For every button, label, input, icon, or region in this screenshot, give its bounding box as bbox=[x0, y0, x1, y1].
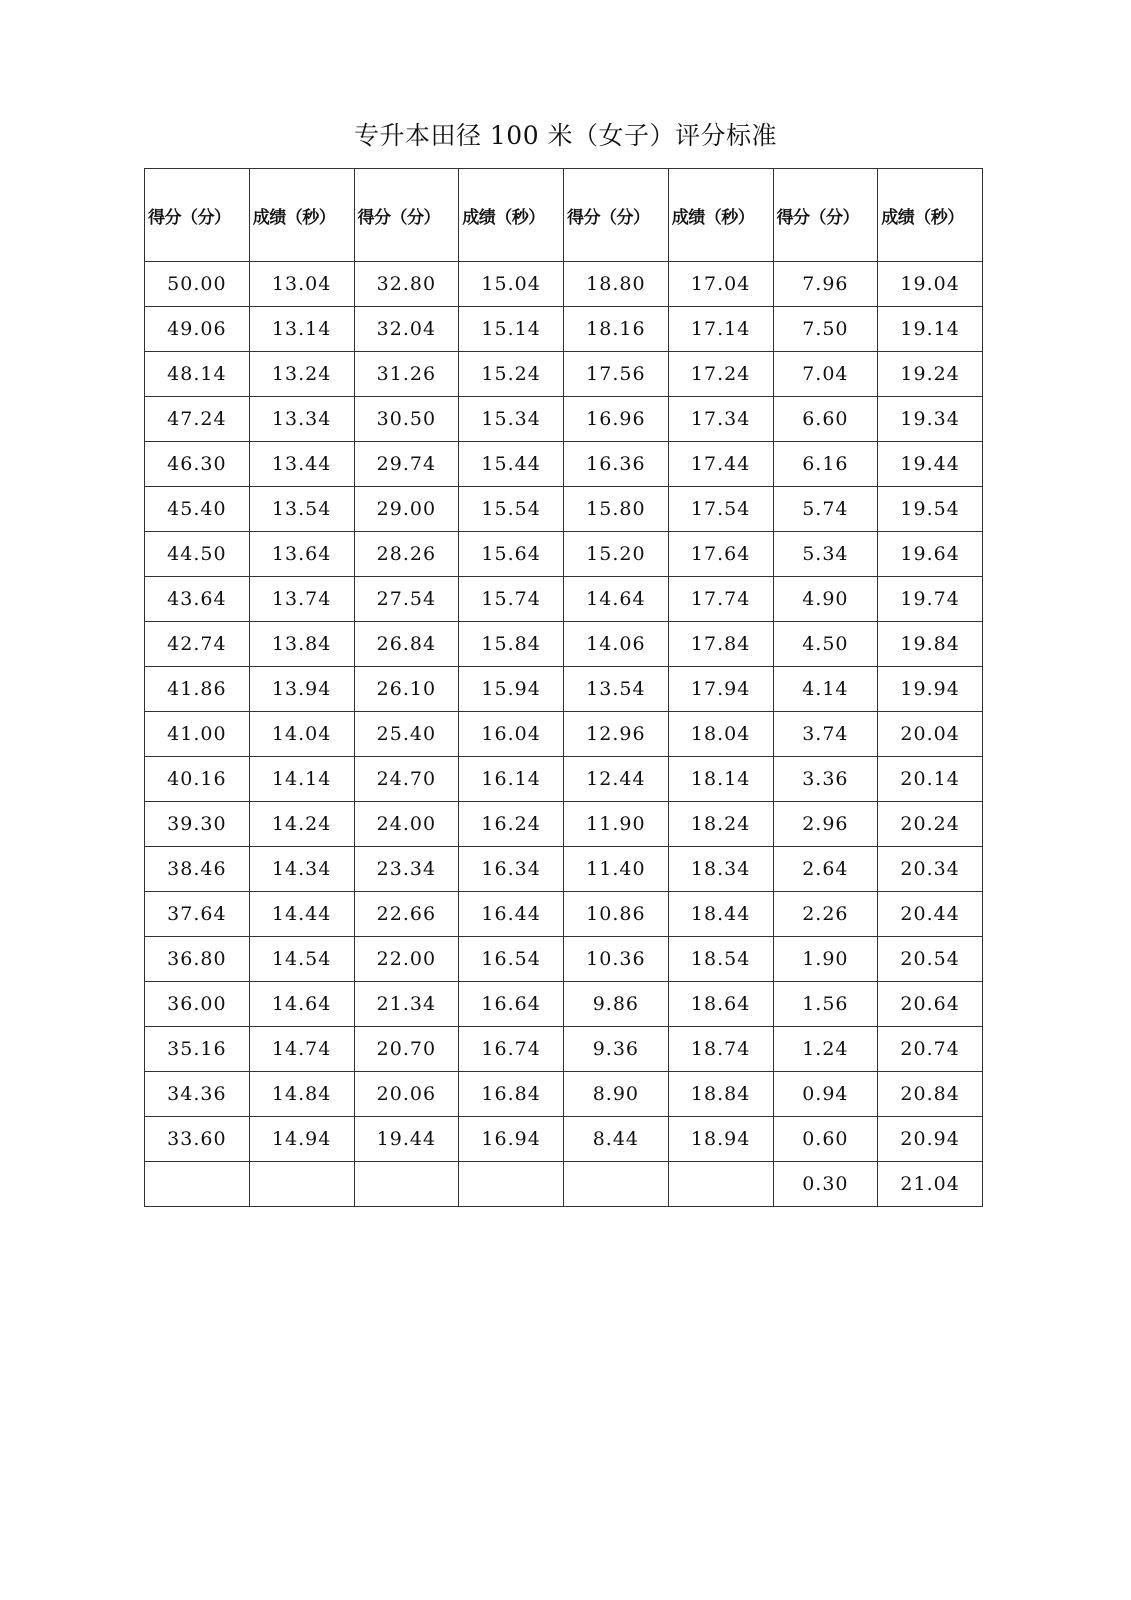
score-cell bbox=[354, 1162, 459, 1207]
score-cell: 22.00 bbox=[354, 937, 459, 982]
score-cell: 1.56 bbox=[773, 982, 878, 1027]
table-row bbox=[145, 802, 983, 847]
time-cell: 13.94 bbox=[249, 667, 354, 712]
score-cell: 41.86 bbox=[145, 667, 250, 712]
score-cell: 24.70 bbox=[354, 757, 459, 802]
score-cell: 36.80 bbox=[145, 937, 250, 982]
time-cell: 13.54 bbox=[249, 487, 354, 532]
score-cell: 22.66 bbox=[354, 892, 459, 937]
score-cell: 6.60 bbox=[773, 397, 878, 442]
score-cell: 5.34 bbox=[773, 532, 878, 577]
score-cell: 20.06 bbox=[354, 1072, 459, 1117]
table-row bbox=[145, 937, 983, 982]
score-column-header: 得分（分） bbox=[354, 169, 459, 262]
score-cell: 32.04 bbox=[354, 307, 459, 352]
time-cell: 17.74 bbox=[668, 577, 773, 622]
score-cell: 17.56 bbox=[564, 352, 669, 397]
time-cell: 20.14 bbox=[878, 757, 983, 802]
time-column-header: 成绩（秒） bbox=[249, 169, 354, 262]
time-cell: 15.64 bbox=[459, 532, 564, 577]
time-cell: 20.74 bbox=[878, 1027, 983, 1072]
time-cell: 20.94 bbox=[878, 1117, 983, 1162]
time-cell: 15.94 bbox=[459, 667, 564, 712]
time-cell: 13.14 bbox=[249, 307, 354, 352]
time-cell: 18.84 bbox=[668, 1072, 773, 1117]
time-cell: 19.34 bbox=[878, 397, 983, 442]
page-title: 专升本田径 100 米（女子）评分标准 bbox=[353, 121, 778, 150]
score-cell: 26.84 bbox=[354, 622, 459, 667]
score-cell: 5.74 bbox=[773, 487, 878, 532]
time-cell: 16.44 bbox=[459, 892, 564, 937]
score-cell: 3.36 bbox=[773, 757, 878, 802]
time-cell: 21.04 bbox=[878, 1162, 983, 1207]
time-cell: 18.54 bbox=[668, 937, 773, 982]
table-row bbox=[145, 847, 983, 892]
time-cell: 20.44 bbox=[878, 892, 983, 937]
score-cell: 20.70 bbox=[354, 1027, 459, 1072]
score-cell: 4.14 bbox=[773, 667, 878, 712]
score-column-header: 得分（分） bbox=[564, 169, 669, 262]
time-cell: 18.74 bbox=[668, 1027, 773, 1072]
score-cell: 7.50 bbox=[773, 307, 878, 352]
time-cell: 14.04 bbox=[249, 712, 354, 757]
score-cell: 49.06 bbox=[145, 307, 250, 352]
score-cell: 12.96 bbox=[564, 712, 669, 757]
time-cell: 13.74 bbox=[249, 577, 354, 622]
table-row bbox=[145, 442, 983, 487]
score-cell: 25.40 bbox=[354, 712, 459, 757]
time-cell: 14.44 bbox=[249, 892, 354, 937]
score-cell: 14.64 bbox=[564, 577, 669, 622]
score-cell: 13.54 bbox=[564, 667, 669, 712]
time-cell: 19.64 bbox=[878, 532, 983, 577]
score-cell: 32.80 bbox=[354, 262, 459, 307]
scoring-table bbox=[144, 168, 983, 1207]
time-cell: 13.44 bbox=[249, 442, 354, 487]
score-cell: 37.64 bbox=[145, 892, 250, 937]
table-row bbox=[145, 757, 983, 802]
time-cell: 20.84 bbox=[878, 1072, 983, 1117]
score-cell: 23.34 bbox=[354, 847, 459, 892]
header-row bbox=[145, 169, 983, 262]
time-cell: 20.34 bbox=[878, 847, 983, 892]
time-cell bbox=[249, 1162, 354, 1207]
time-cell: 17.84 bbox=[668, 622, 773, 667]
time-cell: 13.04 bbox=[249, 262, 354, 307]
score-cell: 29.74 bbox=[354, 442, 459, 487]
time-cell: 14.54 bbox=[249, 937, 354, 982]
table-row bbox=[145, 577, 983, 622]
time-cell: 18.24 bbox=[668, 802, 773, 847]
score-cell: 4.90 bbox=[773, 577, 878, 622]
score-cell: 48.14 bbox=[145, 352, 250, 397]
score-cell: 40.16 bbox=[145, 757, 250, 802]
table-row bbox=[145, 352, 983, 397]
time-cell: 13.34 bbox=[249, 397, 354, 442]
score-cell: 34.36 bbox=[145, 1072, 250, 1117]
time-cell: 13.24 bbox=[249, 352, 354, 397]
time-cell bbox=[668, 1162, 773, 1207]
time-cell: 19.94 bbox=[878, 667, 983, 712]
table-row bbox=[145, 487, 983, 532]
score-cell: 7.96 bbox=[773, 262, 878, 307]
time-column-header: 成绩（秒） bbox=[668, 169, 773, 262]
score-cell: 18.80 bbox=[564, 262, 669, 307]
table-row bbox=[145, 262, 983, 307]
score-cell: 35.16 bbox=[145, 1027, 250, 1072]
score-cell: 0.94 bbox=[773, 1072, 878, 1117]
time-cell: 18.44 bbox=[668, 892, 773, 937]
time-cell: 16.64 bbox=[459, 982, 564, 1027]
table-row bbox=[145, 982, 983, 1027]
time-cell: 15.84 bbox=[459, 622, 564, 667]
time-cell: 13.64 bbox=[249, 532, 354, 577]
score-cell: 11.90 bbox=[564, 802, 669, 847]
table-row bbox=[145, 622, 983, 667]
score-cell: 21.34 bbox=[354, 982, 459, 1027]
time-cell: 16.34 bbox=[459, 847, 564, 892]
score-cell: 15.20 bbox=[564, 532, 669, 577]
score-cell: 50.00 bbox=[145, 262, 250, 307]
score-cell bbox=[145, 1162, 250, 1207]
score-cell: 27.54 bbox=[354, 577, 459, 622]
time-cell: 16.04 bbox=[459, 712, 564, 757]
time-cell: 19.24 bbox=[878, 352, 983, 397]
time-cell: 16.24 bbox=[459, 802, 564, 847]
time-column-header: 成绩（秒） bbox=[878, 169, 983, 262]
score-cell: 7.04 bbox=[773, 352, 878, 397]
time-cell: 15.24 bbox=[459, 352, 564, 397]
time-cell: 18.64 bbox=[668, 982, 773, 1027]
score-cell: 26.10 bbox=[354, 667, 459, 712]
time-cell: 16.84 bbox=[459, 1072, 564, 1117]
table-row bbox=[145, 397, 983, 442]
table-body bbox=[145, 262, 983, 1207]
time-cell bbox=[459, 1162, 564, 1207]
score-column-header: 得分（分） bbox=[773, 169, 878, 262]
time-cell: 17.24 bbox=[668, 352, 773, 397]
score-cell: 31.26 bbox=[354, 352, 459, 397]
time-cell: 17.94 bbox=[668, 667, 773, 712]
score-cell: 10.86 bbox=[564, 892, 669, 937]
time-cell: 19.04 bbox=[878, 262, 983, 307]
table-row bbox=[145, 1072, 983, 1117]
table-row bbox=[145, 1162, 983, 1207]
score-cell: 6.16 bbox=[773, 442, 878, 487]
score-cell: 12.44 bbox=[564, 757, 669, 802]
score-cell: 9.36 bbox=[564, 1027, 669, 1072]
time-cell: 14.14 bbox=[249, 757, 354, 802]
time-cell: 18.34 bbox=[668, 847, 773, 892]
score-cell: 44.50 bbox=[145, 532, 250, 577]
score-cell: 19.44 bbox=[354, 1117, 459, 1162]
score-cell: 33.60 bbox=[145, 1117, 250, 1162]
time-cell: 18.14 bbox=[668, 757, 773, 802]
time-cell: 19.74 bbox=[878, 577, 983, 622]
score-cell: 1.24 bbox=[773, 1027, 878, 1072]
score-cell: 38.46 bbox=[145, 847, 250, 892]
time-cell: 19.54 bbox=[878, 487, 983, 532]
time-cell: 20.64 bbox=[878, 982, 983, 1027]
score-cell: 42.74 bbox=[145, 622, 250, 667]
time-cell: 15.44 bbox=[459, 442, 564, 487]
time-cell: 18.94 bbox=[668, 1117, 773, 1162]
time-cell: 16.74 bbox=[459, 1027, 564, 1072]
score-cell: 2.64 bbox=[773, 847, 878, 892]
table-row bbox=[145, 892, 983, 937]
score-cell: 4.50 bbox=[773, 622, 878, 667]
score-cell: 10.36 bbox=[564, 937, 669, 982]
score-cell: 3.74 bbox=[773, 712, 878, 757]
time-cell: 20.24 bbox=[878, 802, 983, 847]
time-cell: 20.54 bbox=[878, 937, 983, 982]
score-cell: 16.36 bbox=[564, 442, 669, 487]
time-cell: 17.54 bbox=[668, 487, 773, 532]
time-cell: 14.84 bbox=[249, 1072, 354, 1117]
score-cell: 15.80 bbox=[564, 487, 669, 532]
time-cell: 15.34 bbox=[459, 397, 564, 442]
score-cell: 18.16 bbox=[564, 307, 669, 352]
score-cell: 16.96 bbox=[564, 397, 669, 442]
score-cell bbox=[564, 1162, 669, 1207]
score-cell: 8.90 bbox=[564, 1072, 669, 1117]
score-cell: 36.00 bbox=[145, 982, 250, 1027]
score-cell: 14.06 bbox=[564, 622, 669, 667]
time-cell: 17.14 bbox=[668, 307, 773, 352]
table-row bbox=[145, 712, 983, 757]
score-cell: 24.00 bbox=[354, 802, 459, 847]
time-cell: 17.34 bbox=[668, 397, 773, 442]
score-cell: 30.50 bbox=[354, 397, 459, 442]
score-cell: 0.30 bbox=[773, 1162, 878, 1207]
time-cell: 14.34 bbox=[249, 847, 354, 892]
time-cell: 18.04 bbox=[668, 712, 773, 757]
time-cell: 19.84 bbox=[878, 622, 983, 667]
time-cell: 16.94 bbox=[459, 1117, 564, 1162]
score-cell: 2.96 bbox=[773, 802, 878, 847]
time-cell: 14.24 bbox=[249, 802, 354, 847]
score-cell: 39.30 bbox=[145, 802, 250, 847]
score-cell: 11.40 bbox=[564, 847, 669, 892]
score-cell: 47.24 bbox=[145, 397, 250, 442]
time-cell: 17.64 bbox=[668, 532, 773, 577]
time-cell: 13.84 bbox=[249, 622, 354, 667]
time-cell: 17.44 bbox=[668, 442, 773, 487]
table-row bbox=[145, 1117, 983, 1162]
table-row bbox=[145, 307, 983, 352]
time-cell: 17.04 bbox=[668, 262, 773, 307]
time-cell: 16.14 bbox=[459, 757, 564, 802]
score-cell: 1.90 bbox=[773, 937, 878, 982]
table-row bbox=[145, 1027, 983, 1072]
time-cell: 15.04 bbox=[459, 262, 564, 307]
time-column-header: 成绩（秒） bbox=[459, 169, 564, 262]
score-cell: 8.44 bbox=[564, 1117, 669, 1162]
time-cell: 16.54 bbox=[459, 937, 564, 982]
time-cell: 14.64 bbox=[249, 982, 354, 1027]
score-cell: 45.40 bbox=[145, 487, 250, 532]
time-cell: 20.04 bbox=[878, 712, 983, 757]
table-row bbox=[145, 532, 983, 577]
score-cell: 41.00 bbox=[145, 712, 250, 757]
time-cell: 15.74 bbox=[459, 577, 564, 622]
time-cell: 19.44 bbox=[878, 442, 983, 487]
time-cell: 15.14 bbox=[459, 307, 564, 352]
time-cell: 19.14 bbox=[878, 307, 983, 352]
table-row bbox=[145, 667, 983, 712]
time-cell: 15.54 bbox=[459, 487, 564, 532]
score-cell: 2.26 bbox=[773, 892, 878, 937]
score-column-header: 得分（分） bbox=[145, 169, 250, 262]
score-cell: 28.26 bbox=[354, 532, 459, 577]
score-cell: 0.60 bbox=[773, 1117, 878, 1162]
score-cell: 9.86 bbox=[564, 982, 669, 1027]
score-cell: 43.64 bbox=[145, 577, 250, 622]
score-cell: 46.30 bbox=[145, 442, 250, 487]
score-cell: 29.00 bbox=[354, 487, 459, 532]
time-cell: 14.94 bbox=[249, 1117, 354, 1162]
time-cell: 14.74 bbox=[249, 1027, 354, 1072]
